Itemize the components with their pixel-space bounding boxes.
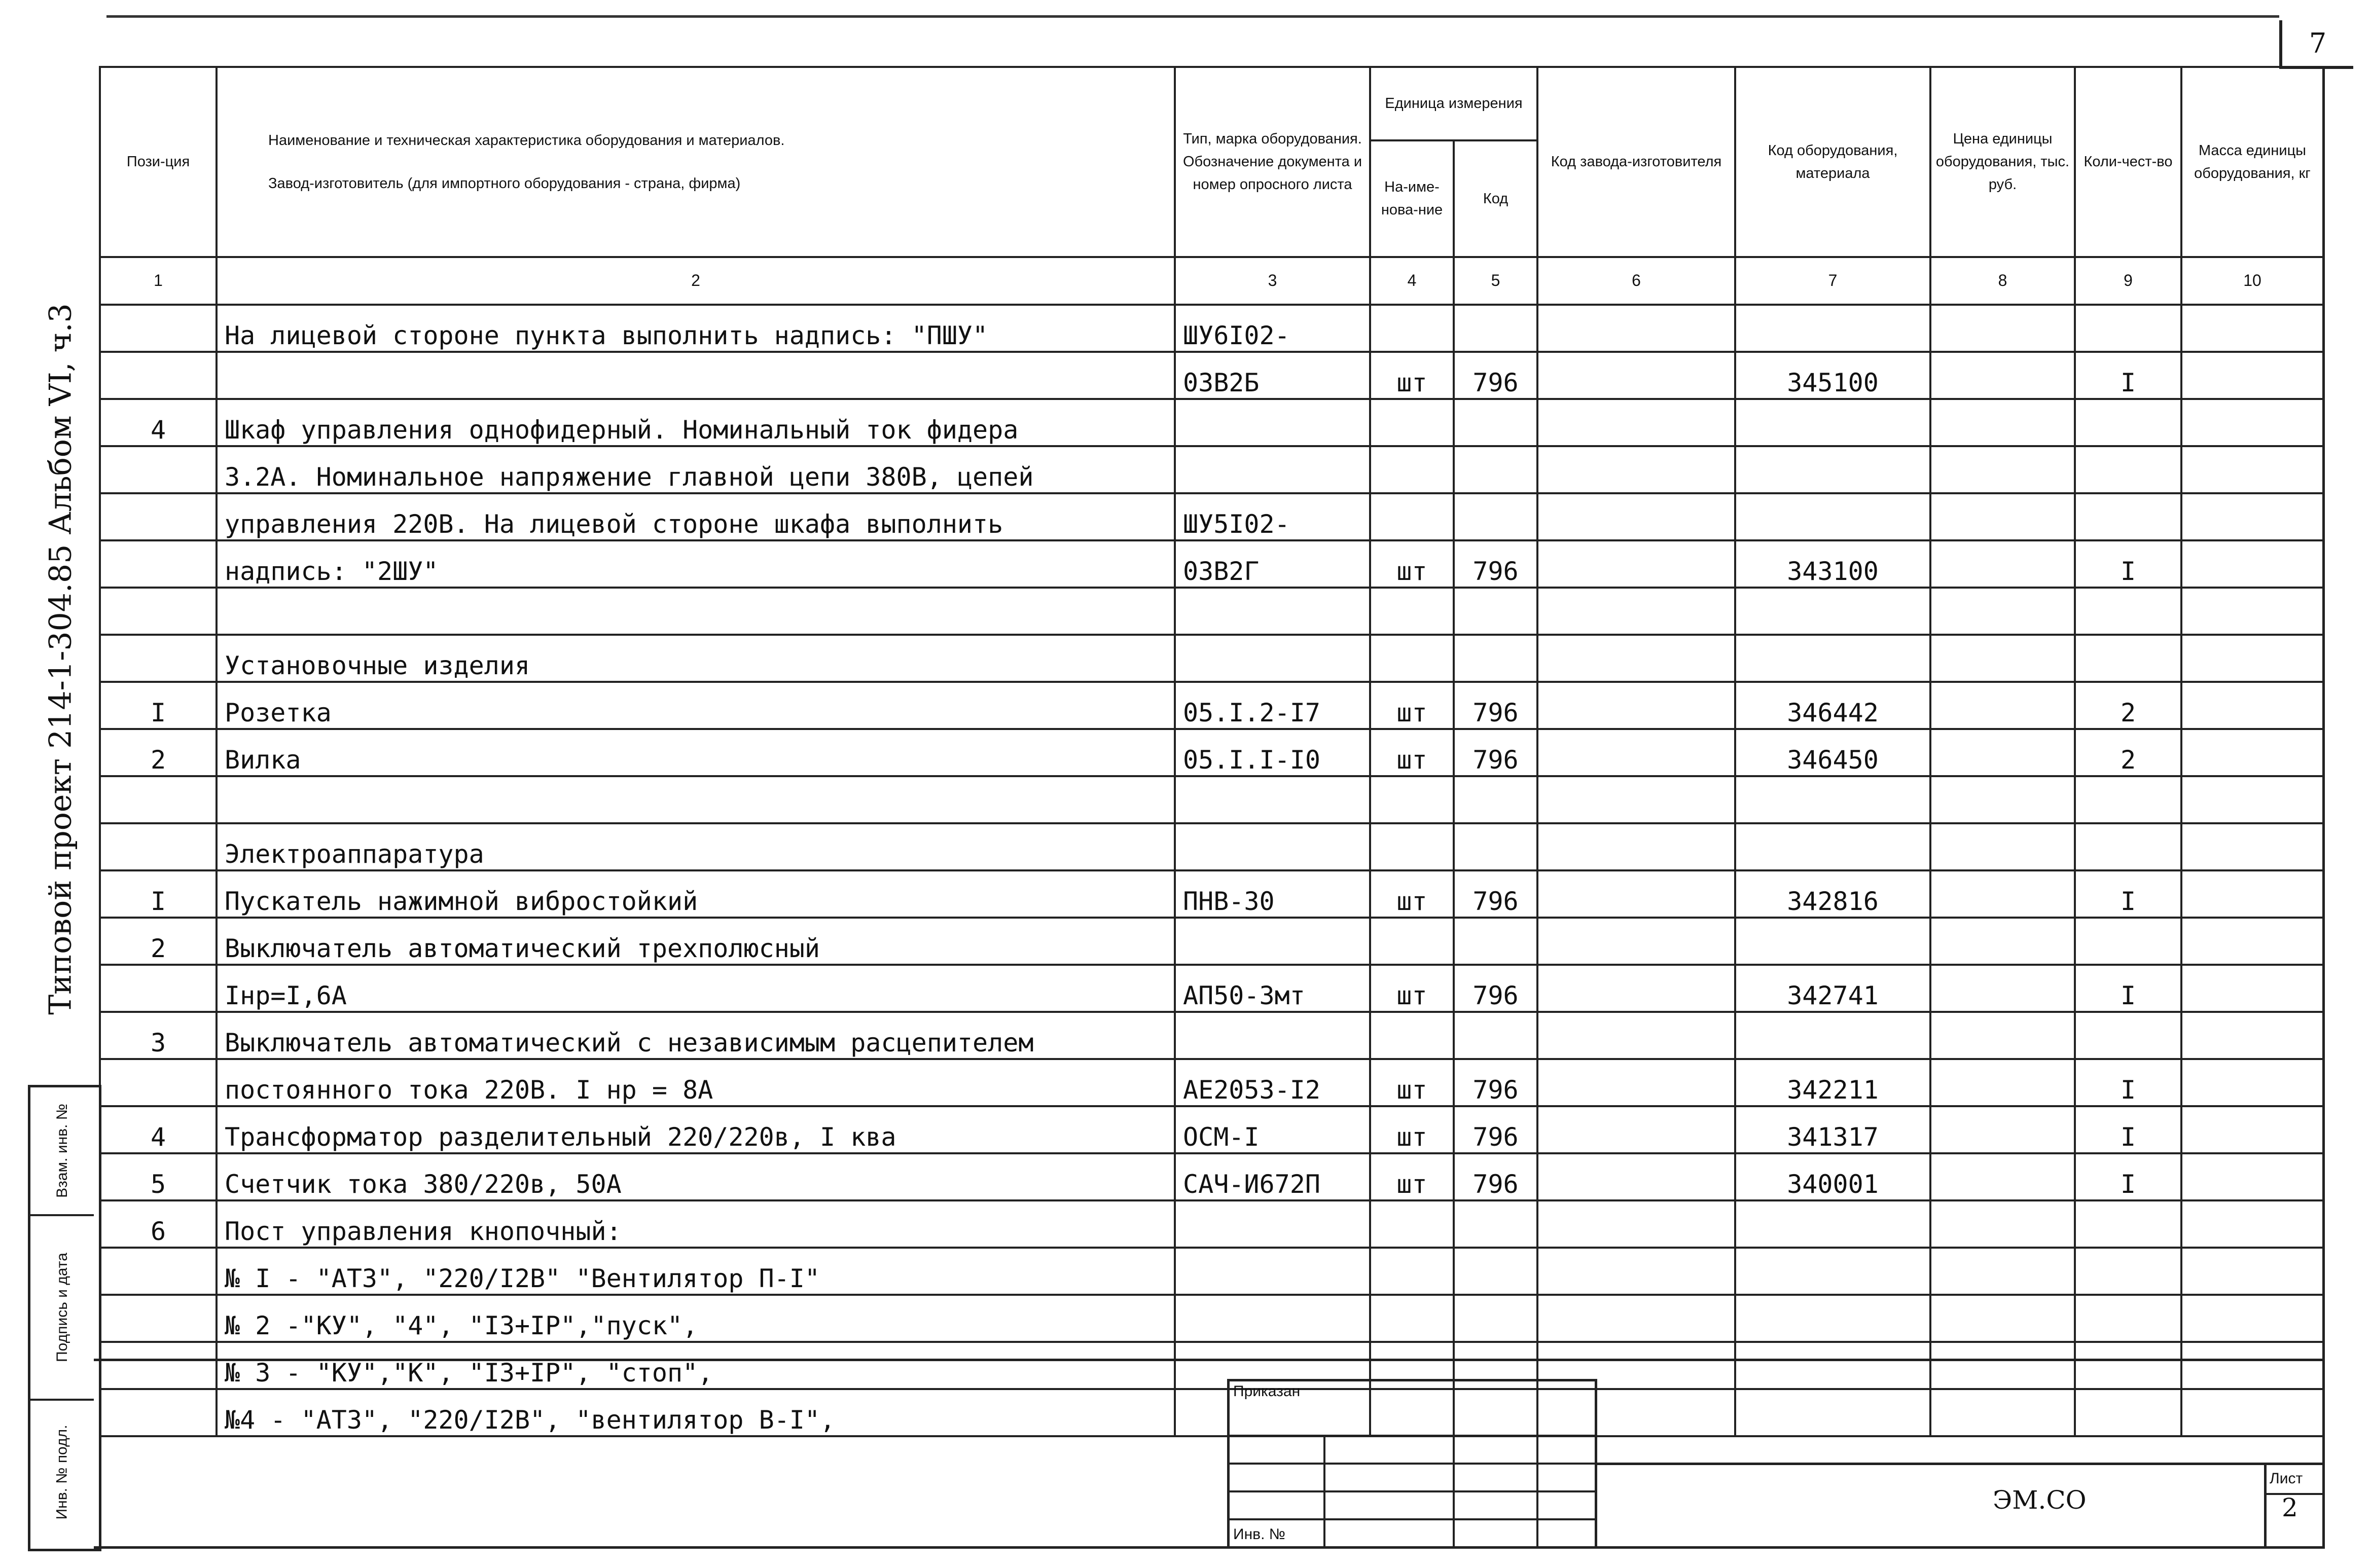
row-type: 03В2Г xyxy=(1175,540,1370,588)
sheet-label: Лист xyxy=(2270,1470,2303,1487)
row-price xyxy=(1930,399,2075,446)
table-row xyxy=(100,588,2323,635)
row-name: Iнр=I,6А xyxy=(217,965,1175,1012)
table-row xyxy=(100,1106,2323,1153)
row-price xyxy=(1930,682,2075,729)
row-unit: шт xyxy=(1370,540,1454,588)
row-unit xyxy=(1370,1012,1454,1059)
row-type: ПНВ-30 xyxy=(1175,870,1370,918)
row-qty xyxy=(2075,823,2181,870)
row-unit-code: 796 xyxy=(1454,352,1537,399)
stamp-cell-replace xyxy=(30,1087,94,1216)
col-number: 6 xyxy=(1537,257,1735,305)
table-row xyxy=(100,870,2323,918)
table-row xyxy=(100,965,2323,1012)
row-price xyxy=(1930,446,2075,493)
header-units: Единица измерения xyxy=(1370,67,1537,140)
doc-code: ЭМ.СО xyxy=(1993,1485,2087,1515)
row-mass xyxy=(2181,493,2323,540)
row-unit-code: 796 xyxy=(1454,1106,1537,1153)
row-price xyxy=(1930,823,2075,870)
row-factory-code xyxy=(1537,540,1735,588)
row-equip-code xyxy=(1735,1012,1930,1059)
row-equip-code xyxy=(1735,588,1930,635)
table-row xyxy=(100,493,2323,540)
table-row xyxy=(100,305,2323,352)
row-factory-code xyxy=(1537,588,1735,635)
row-name: № I - "АТЗ", "220/I2В" "Вентилятор П-I" xyxy=(217,1248,1175,1295)
row-unit-code xyxy=(1454,1012,1537,1059)
table-row xyxy=(100,823,2323,870)
row-factory-code xyxy=(1537,918,1735,965)
row-mass xyxy=(2181,918,2323,965)
table-row xyxy=(100,1295,2323,1342)
inv-label: Инв. № xyxy=(1233,1526,1285,1543)
row-price xyxy=(1930,1106,2075,1153)
col-number: 9 xyxy=(2075,257,2181,305)
row-price xyxy=(1930,1295,2075,1342)
header-unit-name: На-име-нова-ние xyxy=(1370,140,1454,257)
row-name: Установочные изделия xyxy=(217,635,1175,682)
row-factory-code xyxy=(1537,870,1735,918)
row-price xyxy=(1930,776,2075,823)
row-type xyxy=(1175,588,1370,635)
row-qty: 2 xyxy=(2075,682,2181,729)
row-price xyxy=(1930,1248,2075,1295)
row-unit: шт xyxy=(1370,729,1454,776)
header-factory-code: Код завода-изготовителя xyxy=(1537,67,1735,257)
row-unit-code xyxy=(1454,1248,1537,1295)
row-price xyxy=(1930,870,2075,918)
table-row xyxy=(100,682,2323,729)
row-factory-code xyxy=(1537,399,1735,446)
table-row xyxy=(100,1248,2323,1295)
row-equip-code xyxy=(1735,823,1930,870)
table-bottom-rule xyxy=(94,1359,2325,1361)
row-qty: I xyxy=(2075,540,2181,588)
row-unit-code xyxy=(1454,918,1537,965)
row-mass xyxy=(2181,635,2323,682)
row-factory-code xyxy=(1537,965,1735,1012)
row-pos xyxy=(100,635,217,682)
row-name: управления 220В. На лицевой стороне шкафа выполнить xyxy=(217,493,1175,540)
row-price xyxy=(1930,918,2075,965)
row-type xyxy=(1175,446,1370,493)
bottom-rule xyxy=(94,1546,2325,1549)
row-mass xyxy=(2181,540,2323,588)
row-unit xyxy=(1370,305,1454,352)
row-qty xyxy=(2075,1012,2181,1059)
row-qty: I xyxy=(2075,965,2181,1012)
table-row xyxy=(100,1200,2323,1248)
row-mass xyxy=(2181,729,2323,776)
row-name: Вилка xyxy=(217,729,1175,776)
row-pos xyxy=(100,1389,217,1436)
table-row xyxy=(100,1059,2323,1106)
table-row xyxy=(100,918,2323,965)
row-mass xyxy=(2181,305,2323,352)
row-factory-code xyxy=(1537,352,1735,399)
col-number: 1 xyxy=(100,257,217,305)
row-factory-code xyxy=(1537,1200,1735,1248)
row-pos xyxy=(100,493,217,540)
row-name xyxy=(217,352,1175,399)
row-unit xyxy=(1370,588,1454,635)
row-equip-code xyxy=(1735,776,1930,823)
row-name: постоянного тока 220В. I нр = 8А xyxy=(217,1059,1175,1106)
row-factory-code xyxy=(1537,1295,1735,1342)
header-name-line1: Наименование и техническая характеристика оборудования и материалов. xyxy=(268,132,785,149)
row-name: Розетка xyxy=(217,682,1175,729)
row-type xyxy=(1175,399,1370,446)
row-equip-code: 345100 xyxy=(1735,352,1930,399)
row-unit xyxy=(1370,399,1454,446)
row-pos xyxy=(100,823,217,870)
row-qty: I xyxy=(2075,1153,2181,1200)
row-qty: I xyxy=(2075,352,2181,399)
table-row xyxy=(100,399,2323,446)
row-equip-code: 343100 xyxy=(1735,540,1930,588)
row-unit: шт xyxy=(1370,870,1454,918)
row-factory-code xyxy=(1537,682,1735,729)
row-type: САЧ-И672П xyxy=(1175,1153,1370,1200)
row-price xyxy=(1930,1059,2075,1106)
row-type xyxy=(1175,1295,1370,1342)
row-factory-code xyxy=(1537,1248,1735,1295)
row-pos: 6 xyxy=(100,1200,217,1248)
row-factory-code xyxy=(1537,635,1735,682)
title-block xyxy=(1227,1379,2322,1546)
stamp-cell-sign xyxy=(30,1216,94,1401)
row-pos: 2 xyxy=(100,729,217,776)
header-unit-code: Код xyxy=(1454,140,1537,257)
row-name: Пускатель нажимной вибростойкий xyxy=(217,870,1175,918)
row-mass xyxy=(2181,446,2323,493)
row-mass xyxy=(2181,1059,2323,1106)
row-type xyxy=(1175,918,1370,965)
header-name-line2: Завод-изготовитель (для импортного оборудования - страна, фирма) xyxy=(268,175,741,192)
col-number: 8 xyxy=(1930,257,2075,305)
table-row xyxy=(100,1153,2323,1200)
row-pos: I xyxy=(100,870,217,918)
row-type xyxy=(1175,635,1370,682)
row-pos: I xyxy=(100,682,217,729)
row-type: 03В2Б xyxy=(1175,352,1370,399)
row-qty xyxy=(2075,446,2181,493)
row-unit-code: 796 xyxy=(1454,870,1537,918)
row-unit-code xyxy=(1454,588,1537,635)
row-pos xyxy=(100,1059,217,1106)
stamp-side-block xyxy=(28,1085,101,1551)
row-name: № 2 -"КУ", "4", "I3+IР","пуск", xyxy=(217,1295,1175,1342)
row-pos xyxy=(100,965,217,1012)
row-equip-code: 340001 xyxy=(1735,1153,1930,1200)
row-unit-code: 796 xyxy=(1454,729,1537,776)
row-pos xyxy=(100,1248,217,1295)
row-qty xyxy=(2075,399,2181,446)
row-equip-code: 342741 xyxy=(1735,965,1930,1012)
row-pos xyxy=(100,1295,217,1342)
row-qty xyxy=(2075,918,2181,965)
spec-table-body xyxy=(100,305,2323,1436)
row-pos xyxy=(100,352,217,399)
header-qty: Коли-чест-во xyxy=(2075,67,2181,257)
row-name: Электроаппаратура xyxy=(217,823,1175,870)
row-name xyxy=(217,588,1175,635)
row-factory-code xyxy=(1537,729,1735,776)
row-price xyxy=(1930,540,2075,588)
header-equip-code: Код оборудования, материала xyxy=(1735,67,1930,257)
row-qty: I xyxy=(2075,1106,2181,1153)
row-name: Шкаф управления однофидерный. Номинальный ток фидера xyxy=(217,399,1175,446)
row-qty xyxy=(2075,1295,2181,1342)
row-pos xyxy=(100,588,217,635)
row-factory-code xyxy=(1537,776,1735,823)
row-unit-code xyxy=(1454,1295,1537,1342)
stamp-label: Подпись и дата xyxy=(53,1253,70,1362)
col-number: 3 xyxy=(1175,257,1370,305)
row-unit xyxy=(1370,918,1454,965)
row-mass xyxy=(2181,776,2323,823)
row-mass xyxy=(2181,399,2323,446)
col-number: 2 xyxy=(217,257,1175,305)
row-unit-code: 796 xyxy=(1454,682,1537,729)
row-unit: шт xyxy=(1370,1059,1454,1106)
row-qty xyxy=(2075,1200,2181,1248)
stamp-cell-inv xyxy=(30,1401,94,1544)
row-type: ОСМ-I xyxy=(1175,1106,1370,1153)
row-qty xyxy=(2075,588,2181,635)
row-unit-code xyxy=(1454,305,1537,352)
row-type xyxy=(1175,823,1370,870)
row-type xyxy=(1175,1248,1370,1295)
row-mass xyxy=(2181,588,2323,635)
row-equip-code xyxy=(1735,918,1930,965)
row-price xyxy=(1930,1012,2075,1059)
row-unit: шт xyxy=(1370,682,1454,729)
right-rule xyxy=(2322,66,2325,1549)
table-row xyxy=(100,776,2323,823)
table-row xyxy=(100,1012,2323,1059)
row-pos xyxy=(100,776,217,823)
row-unit xyxy=(1370,776,1454,823)
header-mass: Масса единицы оборудования, кг xyxy=(2181,67,2323,257)
row-qty xyxy=(2075,305,2181,352)
row-pos xyxy=(100,540,217,588)
row-price xyxy=(1930,305,2075,352)
row-equip-code xyxy=(1735,305,1930,352)
row-unit-code: 796 xyxy=(1454,1153,1537,1200)
table-row xyxy=(100,540,2323,588)
row-name: Выключатель автоматический с независимым расцепителем xyxy=(217,1012,1175,1059)
row-type: АЕ2053-I2 xyxy=(1175,1059,1370,1106)
row-name xyxy=(217,776,1175,823)
page-number: 7 xyxy=(2279,20,2353,69)
row-price xyxy=(1930,588,2075,635)
stamp-label: Взам. инв. № xyxy=(53,1104,70,1198)
row-mass xyxy=(2181,1153,2323,1200)
row-unit xyxy=(1370,493,1454,540)
row-unit xyxy=(1370,1248,1454,1295)
row-qty xyxy=(2075,635,2181,682)
row-mass xyxy=(2181,1106,2323,1153)
row-factory-code xyxy=(1537,1012,1735,1059)
row-type xyxy=(1175,776,1370,823)
row-price xyxy=(1930,729,2075,776)
row-unit-code xyxy=(1454,1200,1537,1248)
row-name: На лицевой стороне пункта выполнить надпись: "ПШУ" xyxy=(217,305,1175,352)
row-name: 3.2А. Номинальное напряжение главной цепи 380В, цепей xyxy=(217,446,1175,493)
row-type xyxy=(1175,1012,1370,1059)
row-qty xyxy=(2075,776,2181,823)
sheet-number: 2 xyxy=(2282,1493,2298,1522)
row-qty: 2 xyxy=(2075,729,2181,776)
row-equip-code: 341317 xyxy=(1735,1106,1930,1153)
row-price xyxy=(1930,635,2075,682)
row-type: ШУ6I02- xyxy=(1175,305,1370,352)
row-price xyxy=(1930,1153,2075,1200)
row-unit xyxy=(1370,823,1454,870)
row-factory-code xyxy=(1537,1059,1735,1106)
row-type xyxy=(1175,1200,1370,1248)
row-price xyxy=(1930,1200,2075,1248)
row-factory-code xyxy=(1537,305,1735,352)
row-factory-code xyxy=(1537,1106,1735,1153)
row-pos: 5 xyxy=(100,1153,217,1200)
row-name: Выключатель автоматический трехполюсный xyxy=(217,918,1175,965)
row-name: № 3 - "КУ","К", "I3+IР", "стоп", xyxy=(217,1342,1175,1389)
row-qty: I xyxy=(2075,1059,2181,1106)
table-row xyxy=(100,729,2323,776)
header-type: Тип, марка оборудования. Обозначение документа и номер опросного листа xyxy=(1175,67,1370,257)
stamp-label: Инв. № подл. xyxy=(53,1425,70,1520)
row-pos xyxy=(100,305,217,352)
top-rule xyxy=(106,15,2279,18)
row-type: 05.I.I-I0 xyxy=(1175,729,1370,776)
table-row xyxy=(100,635,2323,682)
row-unit xyxy=(1370,1295,1454,1342)
row-equip-code xyxy=(1735,399,1930,446)
side-label xyxy=(28,284,94,1034)
row-unit-code xyxy=(1454,399,1537,446)
row-equip-code: 346442 xyxy=(1735,682,1930,729)
row-price xyxy=(1930,965,2075,1012)
row-unit xyxy=(1370,635,1454,682)
row-pos: 4 xyxy=(100,1106,217,1153)
row-mass xyxy=(2181,1295,2323,1342)
row-qty: I xyxy=(2075,870,2181,918)
row-equip-code xyxy=(1735,493,1930,540)
column-numbers-row xyxy=(100,257,2323,305)
row-name: надпись: "2ШУ" xyxy=(217,540,1175,588)
row-pos: 2 xyxy=(100,918,217,965)
row-equip-code xyxy=(1735,446,1930,493)
row-unit-code: 796 xyxy=(1454,965,1537,1012)
row-unit-code xyxy=(1454,776,1537,823)
row-name: Счетчик тока 380/220в, 50А xyxy=(217,1153,1175,1200)
row-unit-code xyxy=(1454,446,1537,493)
row-pos: 3 xyxy=(100,1012,217,1059)
header-price: Цена единицы оборудования, тыс. руб. xyxy=(1930,67,2075,257)
row-equip-code xyxy=(1735,635,1930,682)
row-unit: шт xyxy=(1370,352,1454,399)
row-mass xyxy=(2181,1248,2323,1295)
row-name: №4 - "АТЗ", "220/I2В", "вентилятор В-I", xyxy=(217,1389,1175,1436)
row-unit-code: 796 xyxy=(1454,540,1537,588)
table-row xyxy=(100,352,2323,399)
row-type: ШУ5I02- xyxy=(1175,493,1370,540)
row-equip-code xyxy=(1735,1295,1930,1342)
row-unit-code: 796 xyxy=(1454,1059,1537,1106)
row-pos xyxy=(100,446,217,493)
row-price xyxy=(1930,352,2075,399)
header-name xyxy=(217,67,1175,257)
row-mass xyxy=(2181,682,2323,729)
row-unit xyxy=(1370,446,1454,493)
row-factory-code xyxy=(1537,1153,1735,1200)
side-label-text: Типовой проект 214-1-304.85 Альбом VI, ч.3 xyxy=(43,303,79,1015)
row-price xyxy=(1930,493,2075,540)
row-equip-code: 342211 xyxy=(1735,1059,1930,1106)
col-number: 5 xyxy=(1454,257,1537,305)
row-factory-code xyxy=(1537,823,1735,870)
row-name: Пост управления кнопочный: xyxy=(217,1200,1175,1248)
row-mass xyxy=(2181,1200,2323,1248)
row-mass xyxy=(2181,1012,2323,1059)
order-label: Приказан xyxy=(1233,1383,1301,1400)
row-factory-code xyxy=(1537,493,1735,540)
row-mass xyxy=(2181,870,2323,918)
row-pos xyxy=(100,1342,217,1389)
row-unit-code xyxy=(1454,635,1537,682)
row-mass xyxy=(2181,352,2323,399)
col-number: 4 xyxy=(1370,257,1454,305)
row-type: 05.I.2-I7 xyxy=(1175,682,1370,729)
row-unit-code xyxy=(1454,493,1537,540)
row-unit-code xyxy=(1454,823,1537,870)
row-qty xyxy=(2075,493,2181,540)
table-row xyxy=(100,446,2323,493)
row-mass xyxy=(2181,823,2323,870)
row-equip-code: 342816 xyxy=(1735,870,1930,918)
row-equip-code xyxy=(1735,1200,1930,1248)
row-unit xyxy=(1370,1200,1454,1248)
row-qty xyxy=(2075,1248,2181,1295)
row-name: Трансформатор разделительный 220/220в, I ква xyxy=(217,1106,1175,1153)
row-mass xyxy=(2181,965,2323,1012)
row-type: АП50-3мт xyxy=(1175,965,1370,1012)
row-unit: шт xyxy=(1370,965,1454,1012)
row-equip-code: 346450 xyxy=(1735,729,1930,776)
header-pos: Пози-ция xyxy=(100,67,217,257)
row-equip-code xyxy=(1735,1248,1930,1295)
col-number: 10 xyxy=(2181,257,2323,305)
row-pos: 4 xyxy=(100,399,217,446)
col-number: 7 xyxy=(1735,257,1930,305)
row-factory-code xyxy=(1537,446,1735,493)
row-unit: шт xyxy=(1370,1153,1454,1200)
row-unit: шт xyxy=(1370,1106,1454,1153)
spec-table xyxy=(99,66,2324,1437)
